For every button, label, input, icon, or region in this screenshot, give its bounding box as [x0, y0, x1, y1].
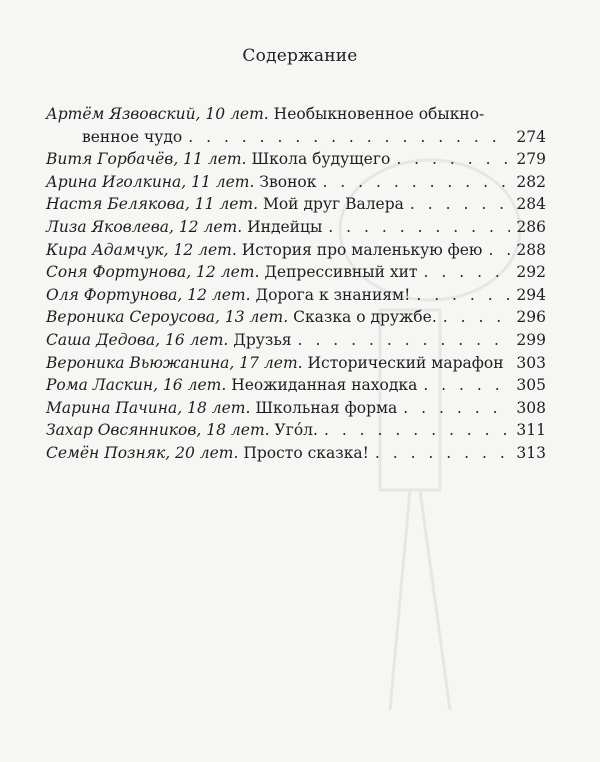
entry-page: 292	[516, 263, 546, 282]
entry-page: 296	[516, 308, 546, 327]
leader-dots	[443, 306, 510, 329]
entry-author: Вероника Сероусова, 13 лет.	[46, 308, 289, 327]
table-of-contents	[46, 103, 546, 465]
entry-author: Кира Адамчук, 12 лет.	[46, 240, 237, 259]
entry-author: Соня Фортунова, 12 лет.	[46, 263, 260, 282]
toc-entry	[46, 306, 546, 329]
leader-dots	[324, 419, 510, 442]
entry-page: 305	[516, 376, 546, 395]
entry-page: 286	[516, 217, 546, 236]
entry-title: Исторический марафон	[307, 353, 504, 372]
entry-author: Оля Фортунова, 12 лет.	[46, 285, 251, 304]
toc-entry	[46, 397, 546, 420]
leader-dots	[410, 193, 510, 216]
entry-page: 303	[516, 353, 546, 372]
entry-page: 294	[516, 285, 546, 304]
entry-title: Мой друг Валера	[262, 195, 404, 214]
leader-dots	[423, 374, 510, 397]
entry-title: Звонок	[259, 172, 317, 191]
entry-page: 299	[516, 330, 546, 349]
entry-author: Арина Иголкина, 11 лет.	[46, 172, 255, 191]
entry-page: 274	[516, 127, 546, 146]
entry-page: 311	[516, 421, 546, 440]
entry-page: 313	[516, 443, 546, 462]
entry-title: Сказка о дружбе.	[293, 308, 437, 327]
leader-dots	[396, 148, 510, 171]
toc-entry	[46, 216, 546, 239]
leader-dots	[328, 216, 510, 239]
entry-author: Настя Белякова, 11 лет.	[46, 195, 259, 214]
entry-page: 284	[516, 195, 546, 214]
leader-dots	[424, 261, 510, 284]
entry-title: Неожиданная находка	[231, 376, 418, 395]
entry-title: Необыкновенное обыкно-	[273, 105, 485, 123]
toc-entry	[46, 442, 546, 465]
leader-dots	[403, 397, 510, 420]
entry-author: Рома Ласкин, 16 лет.	[46, 376, 227, 395]
entry-page: 288	[516, 240, 546, 259]
entry-title: Депрессивный хит	[264, 263, 418, 282]
entry-page: 282	[516, 172, 546, 191]
toc-entry	[46, 329, 546, 352]
entry-title: Дорога к знаниям!	[255, 285, 411, 304]
entry-author: Захар Овсянников, 18 лет.	[46, 421, 270, 440]
toc-entry	[46, 239, 546, 262]
entry-title: Индейцы	[247, 217, 323, 236]
page-title: Содержание	[242, 46, 358, 66]
entry-author: Саша Дедова, 16 лет.	[46, 330, 229, 349]
leader-dots	[298, 329, 510, 352]
leader-dots	[416, 284, 510, 307]
entry-page: 279	[516, 150, 546, 169]
entry-author: Марина Пачина, 18 лет.	[46, 398, 251, 417]
entry-title: Друзья	[233, 330, 292, 349]
entry-author: Семён Позняк, 20 лет.	[46, 443, 239, 462]
entry-page: 308	[516, 398, 546, 417]
entry-title: Школьная форма	[255, 398, 398, 417]
toc-entry	[46, 419, 546, 442]
leader-dots	[322, 171, 510, 194]
toc-entry	[46, 171, 546, 194]
entry-title-continuation: венное чудо	[82, 127, 183, 146]
leader-dots	[188, 126, 510, 149]
leader-dots	[375, 442, 510, 465]
entry-title: Просто сказка!	[243, 443, 369, 462]
entry-author: Лиза Яковлева, 12 лет.	[46, 217, 243, 236]
leader-dots	[488, 239, 510, 262]
entry-title: Школа будущего	[251, 150, 391, 169]
toc-entry	[46, 374, 546, 397]
toc-entry	[46, 193, 546, 216]
entry-title: Угóл.	[274, 421, 318, 440]
toc-entry	[46, 261, 546, 284]
toc-entry-continuation	[46, 126, 546, 149]
toc-entry	[46, 284, 546, 307]
entry-title: История про маленькую фею	[241, 240, 483, 259]
entry-author: Артём Язвовский, 10 лет.	[46, 105, 269, 123]
entry-author: Витя Горбачёв, 11 лет.	[46, 150, 247, 169]
toc-entry	[46, 148, 546, 171]
toc-entry	[46, 352, 546, 375]
toc-entry	[46, 103, 546, 126]
entry-author: Вероника Вьюжанина, 17 лет.	[46, 353, 303, 372]
